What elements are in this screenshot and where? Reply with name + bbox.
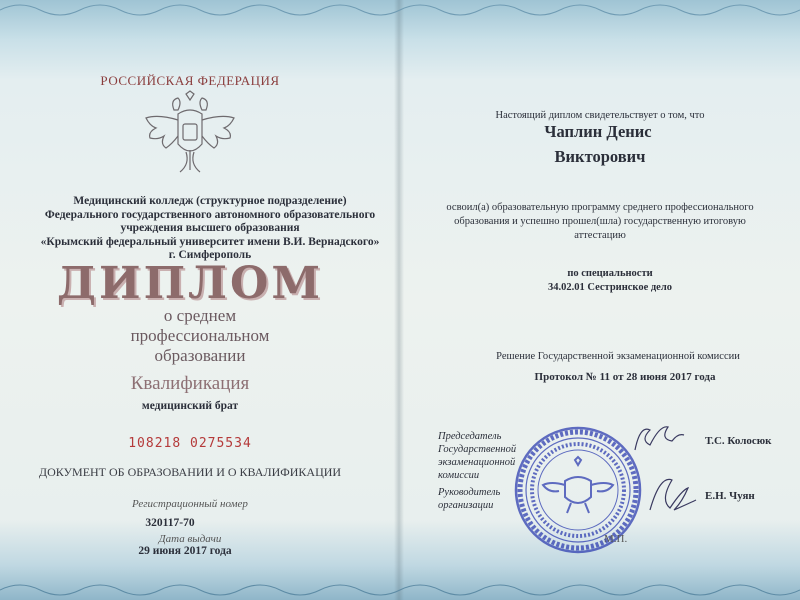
registration-heading: Регистрационный номер [132,498,248,510]
chair-label-line-2: Государственной [438,444,517,455]
institution-line-1: Медицинский колледж (структурное подразделение) [73,195,347,207]
institution-line-5: г. Симферополь [168,249,252,261]
program-line-1: освоил(а) образовательную программу среднего профессионального [446,202,754,213]
program-statement [410,201,790,243]
coat-of-arms-icon [142,90,238,180]
stamp-place-label: М.П. [604,533,628,545]
certifies-line: Настоящий диплом свидетельствует о том, что [495,110,705,121]
qualification-heading: Квалификация [130,373,250,394]
chair-signature-icon [630,420,690,460]
qualification-value: медицинский брат [141,400,239,412]
program-line-2: образования и успешно прошел(шла) государственную итоговую [454,216,746,227]
institution-name [30,195,390,263]
head-name: Е.Н. Чуян [705,490,755,502]
specialty-value: 34.02.01 Сестринское дело [548,282,672,293]
chair-name: Т.С. Колосюк [705,435,772,447]
graduate-patronymic: Викторович [554,147,646,166]
chair-label-line-3: экзаменационной комиссии [438,457,516,481]
institution-line-4: «Крымский федеральный университет имени В.И. Вернадского» [40,235,380,248]
document-type-line: ДОКУМЕНТ ОБ ОБРАЗОВАНИИ И О КВАЛИФИКАЦИИ [38,465,342,479]
head-label [438,486,548,512]
issue-date-value: 29 июня 2017 года [138,545,232,557]
chair-label [438,430,548,482]
institution-line-3: учреждения высшего образования [120,222,300,234]
diploma-title: ДИПЛОМ [56,258,324,309]
commission-protocol: Протокол № 11 от 28 июня 2017 года [534,371,716,383]
graduate-name: Чаплин Денис [544,122,652,141]
head-label-line-2: организации [438,500,494,511]
program-line-3: аттестацию [574,230,626,241]
bottom-ornament [0,580,800,600]
country-label: РОССИЙСКАЯ ФЕДЕРАЦИЯ [100,73,280,88]
issue-date-heading: Дата выдачи [158,533,222,545]
serial-number: 108218 0275534 [128,436,252,451]
top-ornament [0,0,800,20]
registration-number: 320117-70 [145,517,195,529]
specialty-heading: по специальности [567,268,653,279]
commission-decision-heading: Решение Государственной экзаменационной комиссии [496,351,740,362]
head-label-line-1: Руководитель [438,487,501,498]
chair-label-line-1: Председатель [438,431,502,442]
diploma-subtitle [110,306,290,366]
institution-line-2: Федерального государственного автономного образовательного [44,208,376,221]
subtitle-line-2: образовании [154,346,246,365]
head-signature-icon [640,470,700,520]
subtitle-line-1: о среднем профессиональном [130,306,270,345]
